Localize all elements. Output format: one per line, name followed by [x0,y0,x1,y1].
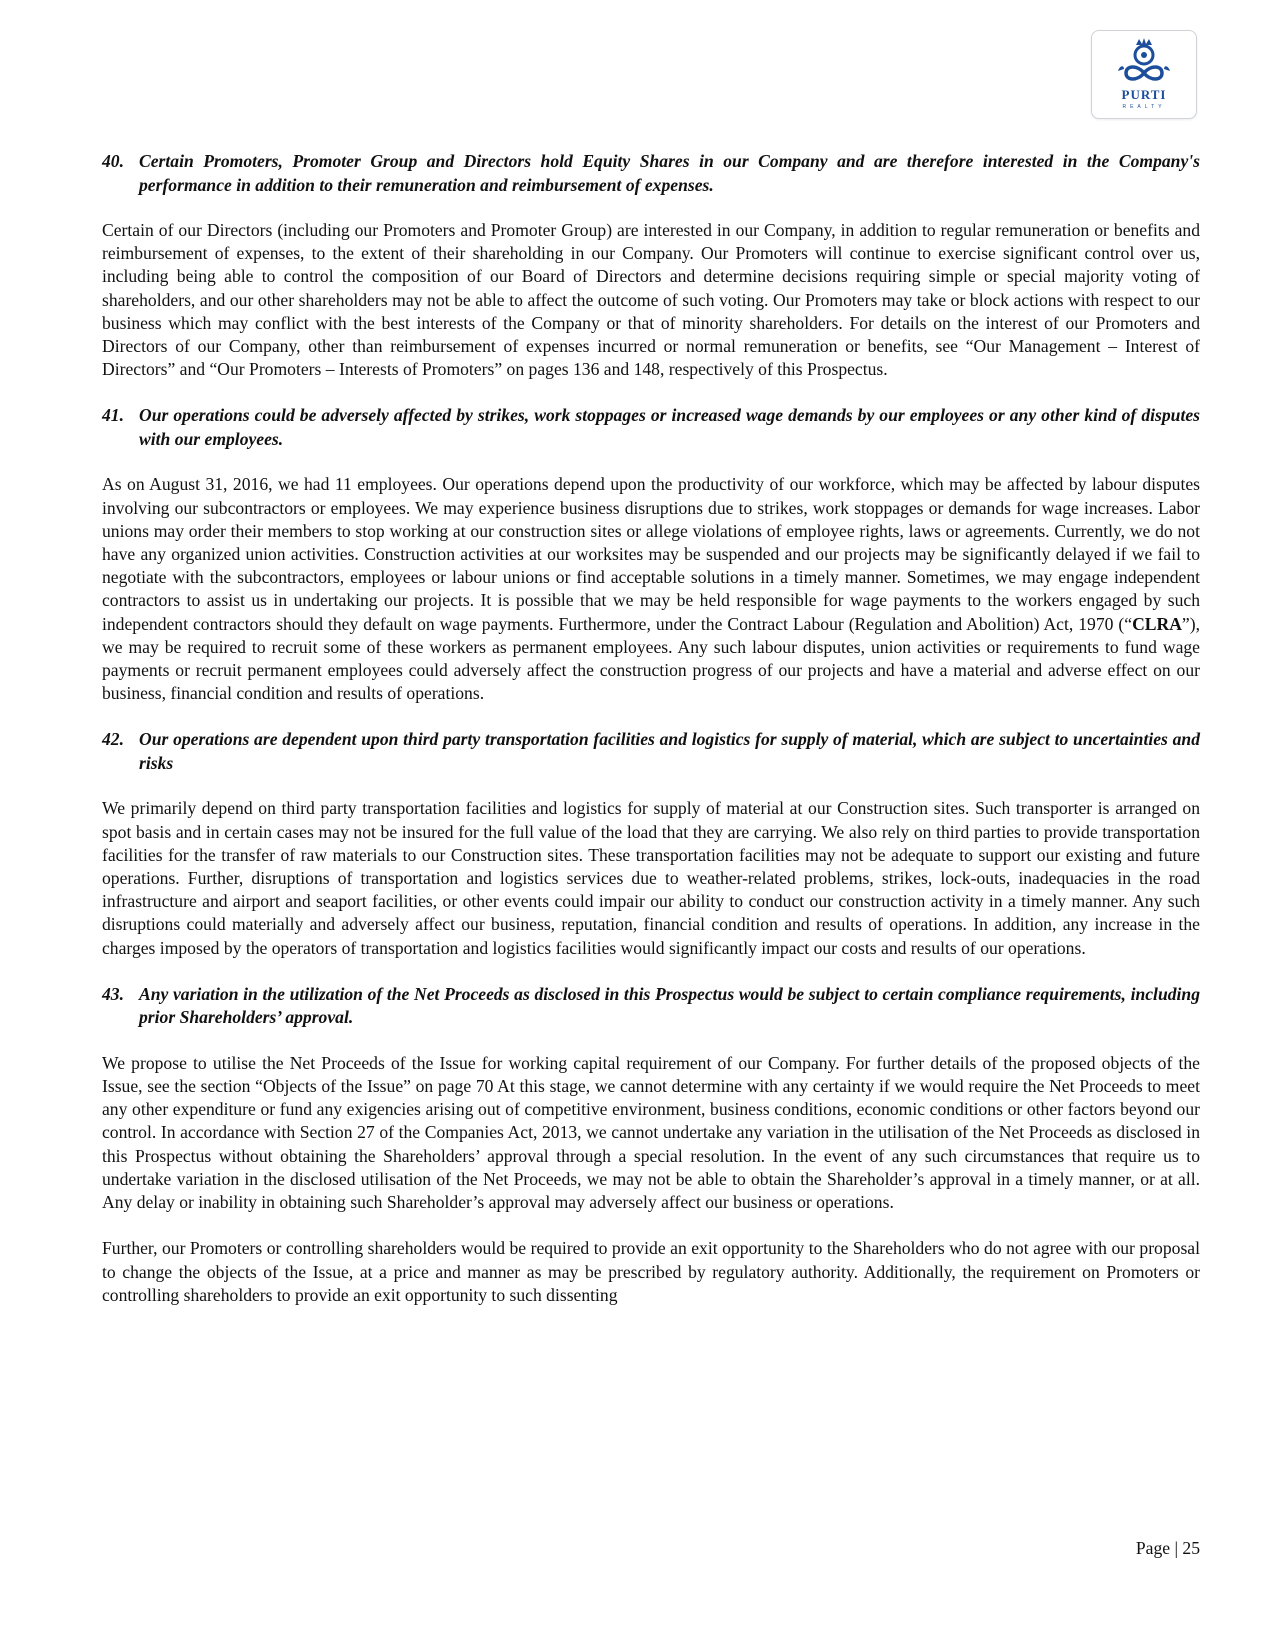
risk-heading-42 [102,728,1200,775]
clra-text-before: As on August 31, 2016, we had 11 employees. Our operations depend upon the productivity of our workforce, which may be affected by labour disputes involving our subcontractors or employees. We may experience business disruptions due to strikes, work stoppages or demands for wage increases. Labor unions may order their members to stop working at our construction sites or allege violations of employee rights, laws or agreements. Currently, we do not have any organized union activities. Construction activities at our worksites may be suspended and our projects may be significantly delayed if we fail to negotiate with the subcontractors, employees or labour unions or find acceptable solutions in a timely manner. Sometimes, we may engage independent contractors to assist us in undertaking our projects. It is possible that we may be held responsible for wage payments to the workers engaged by such independent contractors should they default on wage payments. Furthermore, under the Contract Labour (Regulation and Abolition) Act, 1970 (“ [102,474,1200,634]
risk-paragraph: We propose to utilise the Net Proceeds of the Issue for working capital requirement of our Company. For further details of the proposed objects of the Issue, see the section “Objects of the Issue” on page 70 At this stage, we cannot determine with any certainty if we would require the Net Proceeds to meet any other expenditure or fund any exigencies arising out of competitive environment, business conditions, economic conditions or other factors beyond our control. In accordance with Section 27 of the Companies Act, 2013, we cannot undertake any variation in the utilisation of the Net Proceeds as disclosed in this Prospectus without obtaining the Shareholders’ approval through a special resolution. In the event of any such circumstances that require us to undertake variation in the disclosed utilisation of the Net Proceeds, we may not be able to obtain the Shareholder’s approval in a timely manner, or at all. Any delay or inability in obtaining such Shareholder’s approval may adversely affect our business or operations. [102,1052,1200,1213]
risk-title-text: Our operations are dependent upon third party transportation facilities and logistics for supply of material, which are subject to uncertainties and risks [139,729,1200,773]
risk-title-text: Any variation in the utilization of the Net Proceeds as disclosed in this Prospectus would be subject to certain compliance requirements, including prior Shareholders’ approval. [139,983,1200,1028]
clra-text-after: ”), we may be required to recruit some of these workers as permanent employees. Any such labour disputes, union activities or requirements to fund wage payments or recruit permanent employees could adversely affect the construction progress of our projects and have a material and adverse effect on our business, financial condition and results of operations. [102,613,1200,704]
logo-brand-text: PURTI [1121,87,1167,102]
clra-abbrev: CLRA [1132,613,1182,634]
risk-number: 40. [102,151,124,171]
risk-title-text: Our operations could be adversely affected by strikes, work stoppages or increased wage demands by our employees or any other kind of disputes with our employees. [139,405,1200,449]
risk-paragraph-clra [102,473,1200,705]
risk-paragraph: Further, our Promoters or controlling shareholders would be required to provide an exit opportunity to the Shareholders who do not agree with our proposal to change the objects of the Issue, at a price and manner as may be prescribed by regulatory authority. Additionally, the requirement on Promoters or controlling shareholders to provide an exit opportunity to such dissenting [102,1238,1200,1305]
risk-paragraph: We primarily depend on third party transportation facilities and logistics for supply of material at our Construction sites. Such transporter is arranged on spot basis and in certain cases may not be insured for the full value of the load that they are carrying. We also rely on third parties to provide transportation facilities for the transfer of raw materials to our Construction sites. These transportation facilities may not be adequate to support our existing and future operations. Further, disruptions of transportation and logistics services due to weather-related problems, strikes, lock-outs, inadequacies in the road infrastructure and airport and seaport facilities, or other events could impair our ability to conduct our construction activity in a timely manner. Any such disruptions could materially and adversely affect our business, reputation, financial condition and results of operations. In addition, any increase in the charges imposed by the operators of transportation and logistics facilities would significantly impact our costs and results of our operations. [102,798,1200,958]
purti-emblem-icon [1112,35,1176,87]
risk-number: 41. [102,405,124,426]
risk-heading-40 [102,150,1200,197]
company-logo [1091,30,1197,119]
risk-number: 43. [102,983,124,1004]
page-content [102,150,1200,1330]
risk-heading-41 [102,404,1200,451]
logo-sub-text: REALTY [1122,104,1166,110]
risk-paragraph: Certain of our Directors (including our Promoters and Promoter Group) are interested in our Company, in addition to regular remuneration or benefits and reimbursement of expenses, to the extent of their shareholding in our Company. Our Promoters will continue to exercise significant control over us, including being able to control the composition of our Board of Directors and determine decisions requiring simple or special majority voting of shareholders, and our other shareholders may not be able to affect the outcome of such voting. Our Promoters may take or block actions with respect to our business which may conflict with the best interests of the Company or that of minority shareholders. For details on the interest of our Promoters and Directors of our Company, other than reimbursement of expenses incurred or normal remuneration or benefits, see “Our Management – Interest of Directors” and “Our Promoters – Interests of Promoters” on pages 136 and 148, respectively of this Prospectus. [102,220,1200,380]
risk-title-text: Certain Promoters, Promoter Group and Directors hold Equity Shares in our Company and are therefore interested in the Company's performance in addition to their remuneration and reimbursement of expenses. [139,151,1200,195]
risk-number: 42. [102,729,124,750]
page-number: Page | 25 [1135,1538,1200,1558]
risk-heading-43 [102,983,1200,1030]
